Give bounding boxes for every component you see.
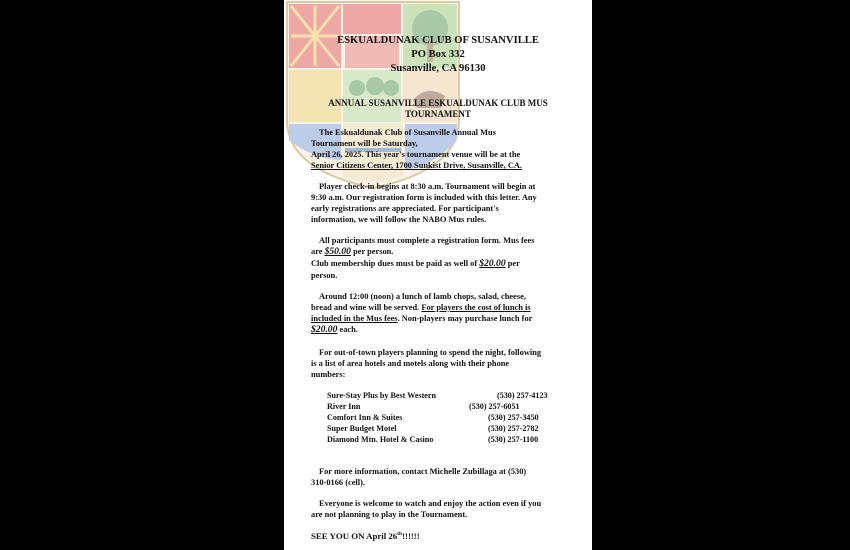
hotel-phone: (530) 257-4123 (497, 391, 548, 400)
membership-dues: $20.00 (479, 258, 506, 269)
para7-line-1: Everyone is welcome to watch and enjoy the action even if you (319, 499, 542, 508)
hotel-phone: (530) 257-2782 (488, 424, 539, 433)
para2-line-2: 9:30 a.m. Our registration form is included with this letter. Any (311, 193, 537, 202)
lunch-price: $20.00 (311, 324, 338, 335)
para3-line-3: Club membership dues must be paid as well of $20.00 per (311, 258, 520, 269)
para1-line-2: Tournament will be Saturday, (311, 139, 418, 148)
hotel-name: Super Budget Motel (327, 424, 397, 433)
para4-line-2: bread and wine will be served. For players the cost of lunch is (311, 303, 531, 312)
city-address: Susanville, CA 96130 (390, 63, 486, 74)
para2-line-1: Player check-in begins at 8:30 a.m. Tournament will begin at (319, 182, 536, 191)
club-name: ESKUALDUNAK CLUB OF SUSANVILLE (337, 35, 539, 46)
hotel-name: River Inn (327, 402, 361, 411)
document-page (284, 0, 592, 550)
para1-line-3: April 26, 2025. This year's tournament venue will be at the (311, 150, 521, 159)
para5-line-2: is a list of area hotels and motels along with their phone (311, 359, 510, 368)
para5-line-1: For out-of-town players planning to spend the night, following (319, 348, 542, 357)
para7-line-2: are not planning to play in the Tournament. (311, 510, 468, 519)
closing-line: SEE YOU ON April 26th!!!!!! (311, 531, 420, 541)
venue-address: Senior Citizens Center, 1700 Sunkist Drive, Susanville, CA. (311, 161, 523, 170)
tournament-title-line-1: ANNUAL SUSANVILLE ESKUALDUNAK CLUB MUS (328, 98, 548, 108)
hotel-name: Diamond Mtn. Hotel & Casino (327, 435, 434, 444)
hotel-phone: (530) 257-6051 (469, 402, 520, 411)
hotel-name: Sure-Stay Plus by Best Western (327, 391, 436, 400)
para1-line-1: The Eskualdunak Club of Susanville Annual Mus (319, 128, 496, 137)
para3-line-2: are $50.00 per person. (311, 246, 394, 257)
para4-line-3: included in the Mus fees. Non-players may purchase lunch for (311, 314, 533, 323)
para4-line-4: $20.00 each. (311, 324, 358, 335)
para4-line-1: Around 12:00 (noon) a lunch of lamb chops, salad, cheese, (319, 292, 526, 301)
para6-line-2: 310-0166 (cell). (311, 478, 365, 487)
hotel-phone: (530) 257-3450 (488, 413, 539, 422)
hotel-name: Comfort Inn & Suites (327, 413, 403, 422)
para2-line-3: early registrations are appreciated. For participant's (311, 204, 499, 213)
tournament-title-line-2: TOURNAMENT (405, 109, 471, 119)
para6-line-1: For more information, contact Michelle Zubillaga at (530) (319, 467, 527, 476)
para3-line-1: All participants must complete a registration form. Mus fees (319, 236, 535, 245)
para3-line-4: person. (311, 271, 338, 280)
po-box: PO Box 332 (411, 49, 465, 60)
hotel-phone: (530) 257-1100 (488, 435, 539, 444)
para5-line-3: numbers: (311, 370, 346, 379)
mus-fee: $50.00 (324, 246, 351, 257)
para2-line-4: information, we will follow the NABO Mus rules. (311, 215, 487, 224)
